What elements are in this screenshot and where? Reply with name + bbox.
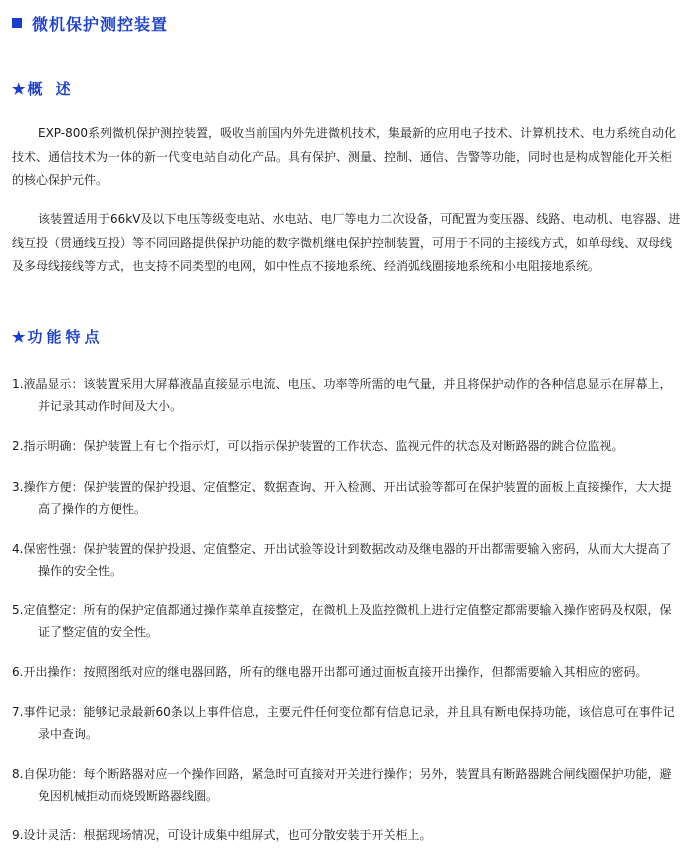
feature-number: 1. <box>12 377 24 391</box>
feature-label: 设计灵活： <box>23 828 84 842</box>
overview-heading <box>12 78 75 99</box>
page-title <box>12 12 168 34</box>
overview-heading-text: 概 述 <box>27 80 75 98</box>
overview-paragraph-1: EXP-800系列微机保护测控装置，吸收当前国内外先进微机技术，集最新的应用电子技术、计算机技术、电力系统自动化技术、通信技术为一体的新一代变电站自动化产品。具有保护、测量、控制、通信、告警等功能，同时也是构成智能化开关柜的核心保护元件。 <box>12 126 677 187</box>
feature-text: 能够记录最新60条以上事件信息，主要元件任何变位都有信息记录，并且具有断电保持功能，该信息可在事件记录中查询。 <box>38 705 675 741</box>
feature-text: 每个断路器对应一个操作回路，紧急时可直接对开关进行操作；另外，装置具有断路器跳合闸线圈保护功能，避免因机械拒动而烧毁断路器线圈。 <box>38 767 672 803</box>
star-icon: ★ <box>12 79 26 98</box>
feature-item-5 <box>12 599 678 643</box>
features-heading <box>12 326 103 347</box>
feature-label: 指示明确： <box>23 439 84 453</box>
star-icon: ★ <box>12 327 26 346</box>
feature-item-9 <box>12 824 678 846</box>
feature-label: 自保功能： <box>23 767 84 781</box>
feature-item-4 <box>12 538 678 582</box>
feature-number: 6. <box>12 665 24 679</box>
feature-text: 保护装置上有七个指示灯，可以指示保护装置的工作状态、监视元件的状态及对断路器的跳合位监视。 <box>83 439 624 453</box>
feature-number: 8. <box>12 767 24 781</box>
feature-item-6 <box>12 661 678 683</box>
feature-label: 保密性强： <box>23 542 84 556</box>
feature-text: 保护装置的保护投退、定值整定、开出试验等设计到数据改动及继电器的开出都需要输入密码，从而大大提高了操作的安全性。 <box>38 542 672 578</box>
feature-number: 4. <box>12 542 24 556</box>
feature-text: 按照图纸对应的继电器回路，所有的继电器开出都可通过面板直接开出操作，但都需要输入其相应的密码。 <box>83 665 648 679</box>
feature-label: 事件记录： <box>23 705 84 719</box>
title-square-icon <box>12 18 22 28</box>
feature-item-1 <box>12 373 678 417</box>
feature-item-3 <box>12 476 678 520</box>
feature-number: 2. <box>12 439 24 453</box>
feature-item-8 <box>12 763 678 807</box>
feature-label: 操作方便： <box>23 480 84 494</box>
page-title-text: 微机保护测控装置 <box>32 14 169 34</box>
feature-number: 9. <box>12 828 24 842</box>
feature-number: 3. <box>12 480 24 494</box>
feature-label: 开出操作： <box>23 665 84 679</box>
feature-item-2 <box>12 435 678 457</box>
feature-text: 保护装置的保护投退、定值整定、数据查询、开入检测、开出试验等都可在保护装置的面板上直接操作，大大提高了操作的方便性。 <box>38 480 672 516</box>
feature-label: 定值整定： <box>23 603 84 617</box>
feature-number: 5. <box>12 603 24 617</box>
feature-text: 该装置采用大屏幕液晶直接显示电流、电压、功率等所需的电气量，并且将保护动作的各种信息显示在屏幕上，并记录其动作时间及大小。 <box>38 377 672 413</box>
features-heading-text: 功能特点 <box>27 328 104 346</box>
overview-paragraph-2: 该装置适用于66kV及以下电压等级变电站、水电站、电厂等电力二次设备，可配置为变压器、线路、电动机、电容器、进线互投（贯通线互投）等不同回路提供保护功能的数字微机继电保护控制装置，可用于不同的主接线方式，如单母线、双母线及多母线接线等方式，也支持不同类型的电网，如中性点不接地系统、经消弧线圈接地系统和小电阻接地系统。 <box>12 212 681 273</box>
feature-text: 所有的保护定值都通过操作菜单直接整定，在微机上及监控微机上进行定值整定都需要输入操作密码及权限，保证了整定值的安全性。 <box>38 603 672 639</box>
feature-text: 根据现场情况，可设计成集中组屏式，也可分散安装于开关柜上。 <box>83 828 432 842</box>
feature-item-7 <box>12 701 678 745</box>
feature-label: 液晶显示： <box>23 377 84 391</box>
feature-number: 7. <box>12 705 24 719</box>
